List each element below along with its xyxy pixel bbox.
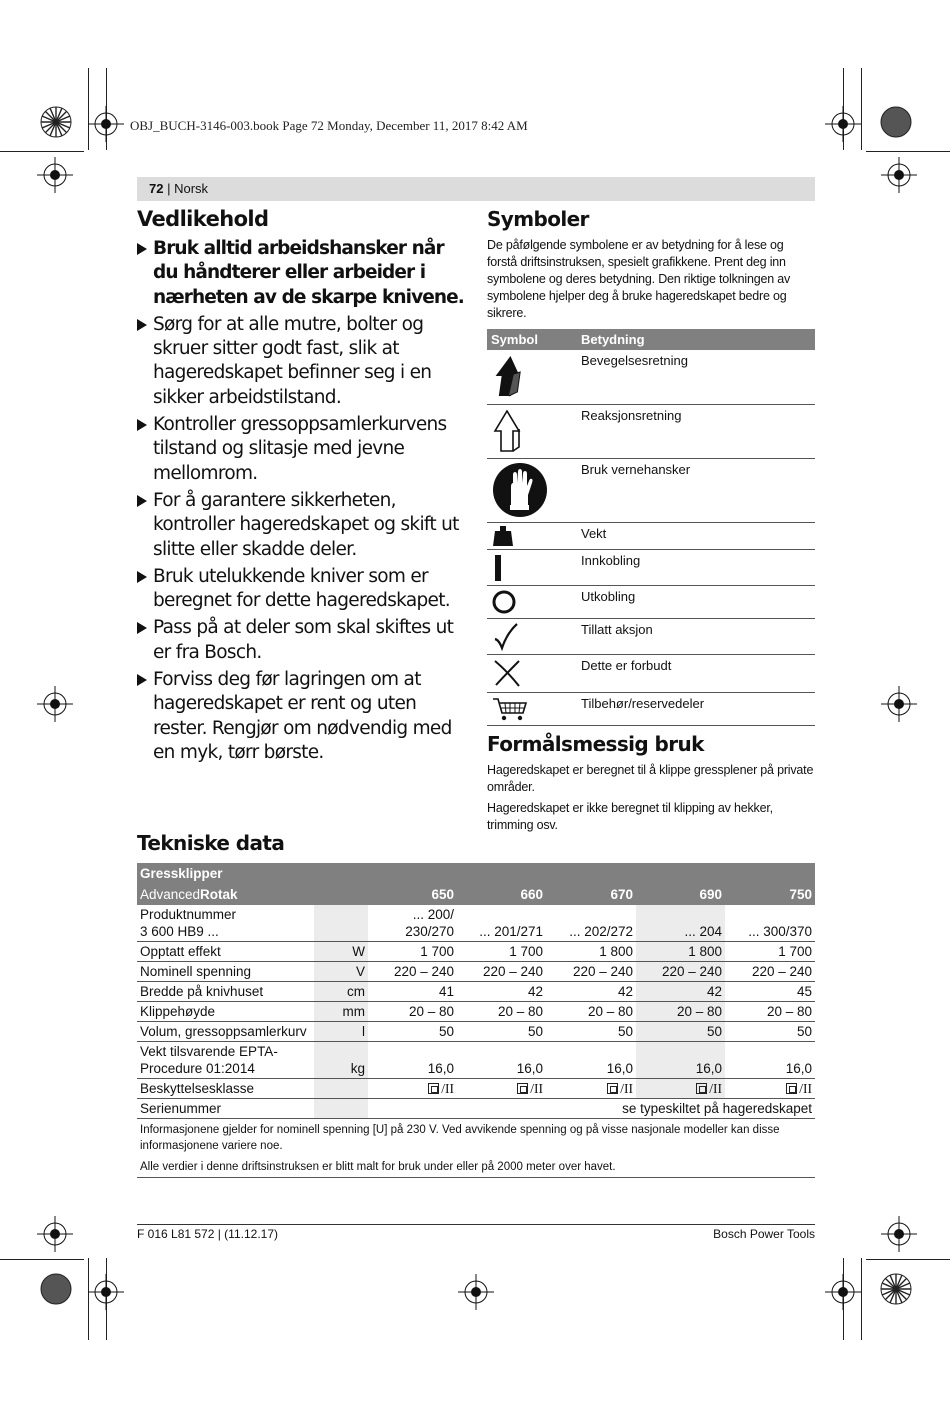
running-head-language: Norsk xyxy=(174,181,209,196)
table-row xyxy=(137,1022,815,1042)
row-label: Produktnummer 3 600 HB9 ... xyxy=(137,905,314,942)
registration-target-icon xyxy=(86,1272,126,1312)
list-item: Sørg for at alle mutre, bolter og skruer sitter godt fast, slik at hageredskapet befinner seg i en sikker arbeidstilstand. xyxy=(137,313,467,410)
symbol-meaning: Tillatt aksjon xyxy=(577,618,815,654)
table-row xyxy=(137,942,815,962)
table-cell: 20 – 80 xyxy=(725,1002,815,1022)
table-cell: 16,0 xyxy=(368,1042,457,1079)
list-item: For å garantere sikkerheten, kontroller hageredskapet og skift ut slitte eller skadde deler. xyxy=(137,489,467,562)
row-unit: V xyxy=(314,962,368,982)
grey-registration-disc-icon xyxy=(879,105,913,139)
table-cell: 1 800 xyxy=(636,942,725,962)
switch-on-icon xyxy=(491,552,511,582)
model-header: 750 xyxy=(725,884,815,905)
registration-target-icon xyxy=(35,1214,75,1254)
table-row xyxy=(487,522,815,549)
row-label: Volum, gressoppsamlerkurv xyxy=(137,1022,314,1042)
table-cell: 16,0 xyxy=(457,1042,546,1079)
table-row xyxy=(487,654,815,692)
registration-target-icon xyxy=(823,104,863,144)
list-item: Bruk utelukkende kniver som er beregnet for dette hageredskapet. xyxy=(137,565,467,614)
table-cell: ... 204 xyxy=(636,905,725,942)
symbol-meaning: Dette er forbudt xyxy=(577,654,815,692)
table-cell: /II xyxy=(546,1079,636,1099)
col-meaning: Betydning xyxy=(577,329,815,350)
footer-doc-number: F 016 L81 572 | (11.12.17) xyxy=(137,1227,278,1241)
table-row xyxy=(487,585,815,618)
intended-use-title: Formålsmessig bruk xyxy=(487,731,704,756)
table-footnote-row xyxy=(137,1156,815,1178)
table-row xyxy=(137,982,815,1002)
table-row xyxy=(487,350,815,404)
intended-use-paragraph: Hageredskapet er ikke beregnet til klipping av hekker, trimming osv. xyxy=(487,800,773,832)
maintenance-section xyxy=(137,207,467,768)
list-item: Forviss deg før lagringen om at hageredskapet er rent og uten rester. Rengjør om nødvendig med en myk, tørr børste. xyxy=(137,668,467,765)
table-cell: 220 – 240 xyxy=(546,962,636,982)
model-header: 660 xyxy=(457,884,546,905)
page-number: 72 xyxy=(149,181,164,196)
row-unit: W xyxy=(314,942,368,962)
product-line-label: AdvancedRotak xyxy=(137,884,368,905)
table-cell: 16,0 xyxy=(725,1042,815,1079)
table-cell: /II xyxy=(457,1079,546,1099)
table-cell: 16,0 xyxy=(636,1042,725,1079)
tech-data-title: Tekniske data xyxy=(137,831,285,855)
table-row xyxy=(137,1042,815,1079)
symbols-section xyxy=(487,207,815,834)
symbols-table xyxy=(487,329,815,726)
table-cell: 1 700 xyxy=(457,942,546,962)
model-header: 690 xyxy=(636,884,725,905)
shopping-cart-icon xyxy=(491,695,529,723)
row-label: Nominell spenning xyxy=(137,962,314,982)
symbol-meaning: Bruk vernehansker xyxy=(577,458,815,522)
symbol-meaning: Tilbehør/reservedeler xyxy=(577,692,815,725)
registration-target-icon xyxy=(879,1214,919,1254)
table-cell: /II xyxy=(725,1079,815,1099)
table-cell: /II xyxy=(368,1079,457,1099)
reaction-direction-arrow-icon xyxy=(491,407,531,453)
bullet-triangle-icon xyxy=(137,495,147,507)
table-row xyxy=(137,962,815,982)
table-footnote-row xyxy=(137,1119,815,1157)
table-cell: 42 xyxy=(546,982,636,1002)
symbol-meaning: Reaksjonsretning xyxy=(577,404,815,458)
bullet-triangle-icon xyxy=(137,419,147,431)
row-label: Vekt tilsvarende EPTA- Procedure 01:2014 xyxy=(137,1042,314,1079)
running-head-separator: | xyxy=(163,181,175,196)
tech-data-table xyxy=(137,863,815,1178)
bullet-triangle-icon xyxy=(137,674,147,686)
table-cell: 20 – 80 xyxy=(368,1002,457,1022)
table-row xyxy=(487,404,815,458)
protection-class-icon xyxy=(696,1083,707,1094)
movement-direction-arrow-icon xyxy=(491,352,531,398)
symbol-meaning: Bevegelsesretning xyxy=(577,350,815,404)
registration-target-icon xyxy=(35,155,75,195)
weight-icon xyxy=(491,525,515,547)
table-cell: ... 202/272 xyxy=(546,905,636,942)
registration-target-icon xyxy=(86,104,126,144)
table-cell: 220 – 240 xyxy=(636,962,725,982)
table-cell: ... 300/370 xyxy=(725,905,815,942)
protection-class-icon xyxy=(786,1083,797,1094)
table-cell: 45 xyxy=(725,982,815,1002)
protection-class-icon xyxy=(517,1083,528,1094)
table-cell: 20 – 80 xyxy=(457,1002,546,1022)
table-cell: 50 xyxy=(546,1022,636,1042)
row-unit: kg xyxy=(314,1042,368,1079)
checkmark-icon xyxy=(491,621,521,651)
table-cell: 1 800 xyxy=(546,942,636,962)
table-cell: ... 201/271 xyxy=(457,905,546,942)
bullet-triangle-icon xyxy=(137,243,147,255)
registration-target-icon xyxy=(879,684,919,724)
symbol-meaning: Utkobling xyxy=(577,585,815,618)
table-header-row xyxy=(137,884,815,905)
table-cell: 220 – 240 xyxy=(457,962,546,982)
switch-off-icon xyxy=(491,588,519,616)
protective-gloves-icon xyxy=(491,461,549,519)
bullet-triangle-icon xyxy=(137,319,147,331)
model-header: 670 xyxy=(546,884,636,905)
table-cell: 50 xyxy=(725,1022,815,1042)
table-cell: 50 xyxy=(368,1022,457,1042)
maintenance-title: Vedlikehold xyxy=(137,207,269,231)
cross-icon xyxy=(491,657,523,689)
footer-rule xyxy=(137,1224,815,1225)
table-row xyxy=(137,1002,815,1022)
table-cell: 16,0 xyxy=(546,1042,636,1079)
intended-use-paragraph: Hageredskapet er beregnet til å klippe gressplener på private områder. xyxy=(487,762,814,794)
table-cell: 42 xyxy=(457,982,546,1002)
table-cell: 50 xyxy=(457,1022,546,1042)
table-cell: /II xyxy=(636,1079,725,1099)
table-row xyxy=(487,692,815,725)
intended-use-section xyxy=(487,732,815,834)
table-header-row xyxy=(137,863,815,884)
col-symbol: Symbol xyxy=(487,329,577,350)
row-label: Klippehøyde xyxy=(137,1002,314,1022)
registration-target-icon xyxy=(456,1272,496,1312)
footer-brand: Bosch Power Tools xyxy=(713,1227,815,1241)
table-cell: ... 200/ 230/270 xyxy=(368,905,457,942)
protection-class-icon xyxy=(428,1083,439,1094)
maintenance-list xyxy=(137,237,467,765)
model-header: 650 xyxy=(368,884,457,905)
row-unit: l xyxy=(314,1022,368,1042)
table-row xyxy=(137,905,815,942)
protection-class-icon xyxy=(607,1083,618,1094)
registration-target-icon xyxy=(35,684,75,724)
table-cell: 1 700 xyxy=(368,942,457,962)
table-row xyxy=(487,458,815,522)
bullet-triangle-icon xyxy=(137,571,147,583)
list-item: Pass på at deler som skal skiftes ut er fra Bosch. xyxy=(137,616,467,665)
table-cell: 42 xyxy=(636,982,725,1002)
symbols-table-header xyxy=(487,329,815,350)
row-label: Bredde på knivhuset xyxy=(137,982,314,1002)
row-unit: mm xyxy=(314,1002,368,1022)
row-label: Opptatt effekt xyxy=(137,942,314,962)
starburst-registration-icon xyxy=(879,1272,913,1306)
table-row xyxy=(487,549,815,585)
running-head xyxy=(137,177,815,201)
row-unit: cm xyxy=(314,982,368,1002)
symbols-title: Symboler xyxy=(487,207,589,231)
table-row xyxy=(487,618,815,654)
symbol-meaning: Innkobling xyxy=(577,549,815,585)
table-cell: se typeskiltet på hageredskapet xyxy=(368,1099,815,1119)
footnote: Alle verdier i denne driftsinstruksen er blitt malt for bruk under eller på 2000 meter over havet. xyxy=(137,1156,815,1178)
row-label: Serienummer xyxy=(137,1099,314,1119)
table-cell: 20 – 80 xyxy=(546,1002,636,1022)
grey-registration-disc-icon xyxy=(39,1272,73,1306)
registration-target-icon xyxy=(879,155,919,195)
symbol-meaning: Vekt xyxy=(577,522,815,549)
registration-target-icon xyxy=(823,1272,863,1312)
table-cell: 50 xyxy=(636,1022,725,1042)
table-row xyxy=(137,1099,815,1119)
list-item: Bruk alltid arbeidshansker når du håndterer eller arbeider i nærheten av de skarpe knivene. xyxy=(137,237,467,310)
table-cell: 1 700 xyxy=(725,942,815,962)
table-cell: 220 – 240 xyxy=(725,962,815,982)
symbols-intro: De påfølgende symbolene er av betydning for å lese og forstå driftsinstruksen, spesielt grafikkene. Prent deg inn symbolene og deres betydning. Den riktige tolkningen av symbolene hjelper deg å bruke hageredskapet bedre og sikrere. xyxy=(487,238,791,320)
product-type-label: Gressklipper xyxy=(137,863,815,884)
table-cell: 20 – 80 xyxy=(636,1002,725,1022)
table-row xyxy=(137,1079,815,1099)
file-header: OBJ_BUCH-3146-003.book Page 72 Monday, December 11, 2017 8:42 AM xyxy=(130,118,528,133)
footnote: Informasjonene gjelder for nominell spenning [U] på 230 V. Ved avvikende spenning og på visse nasjonale modeller kan disse informasjonene variere noe. xyxy=(140,1124,780,1152)
table-cell: 41 xyxy=(368,982,457,1002)
bullet-triangle-icon xyxy=(137,622,147,634)
row-label: Beskyttelsesklasse xyxy=(137,1079,314,1099)
table-cell: 220 – 240 xyxy=(368,962,457,982)
list-item: Kontroller gressoppsamlerkurvens tilstand og slitasje med jevne mellomrom. xyxy=(137,413,467,486)
starburst-registration-icon xyxy=(39,105,73,139)
